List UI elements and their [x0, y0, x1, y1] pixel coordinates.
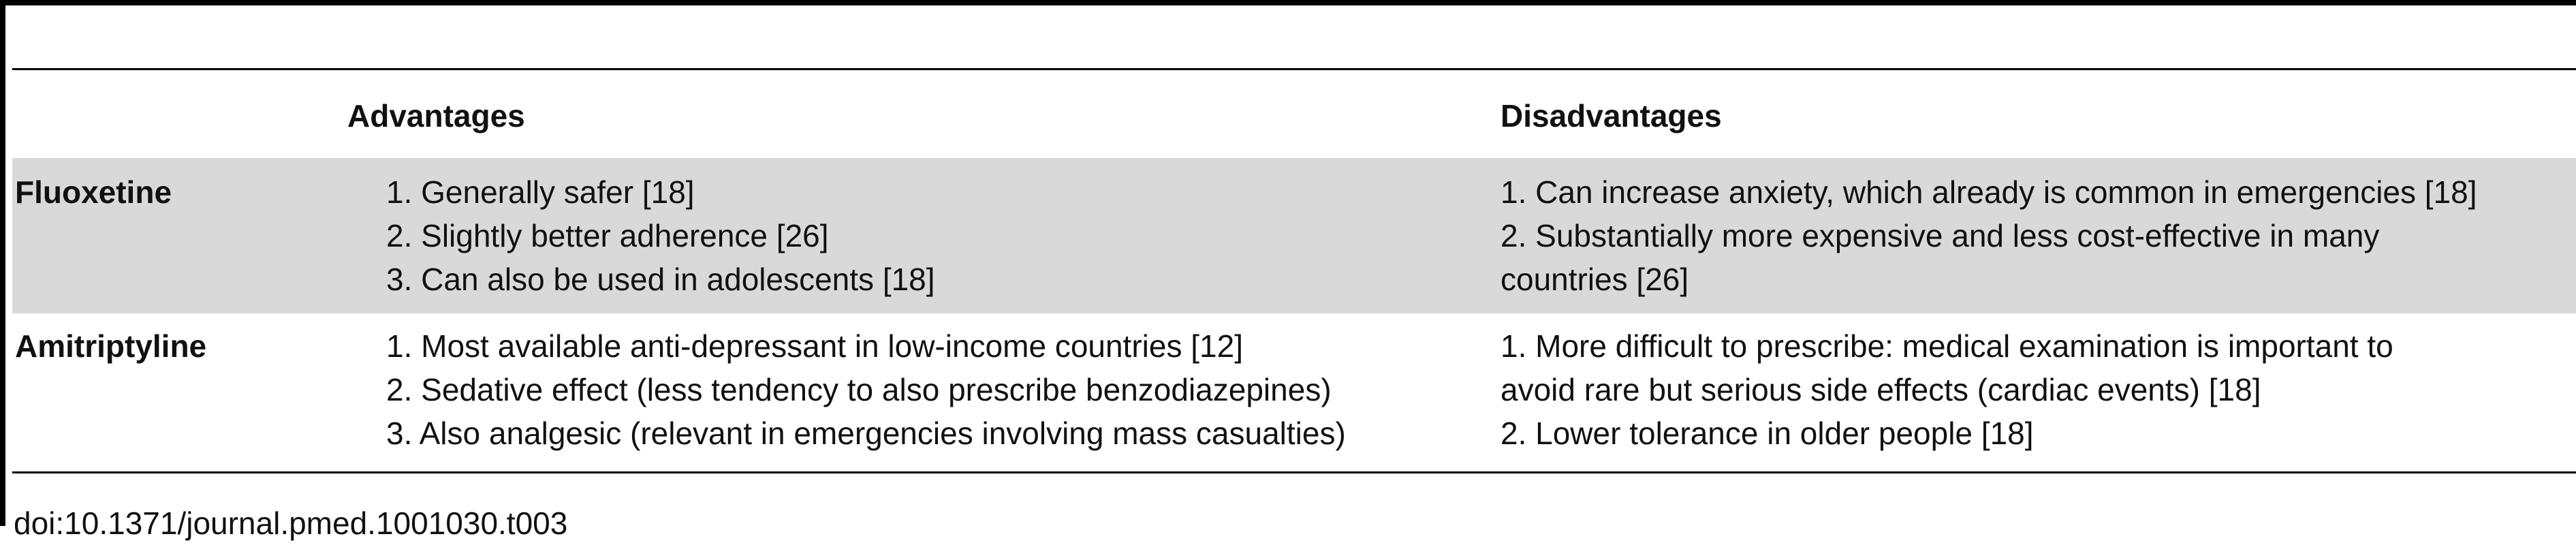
header-advantages: Advantages — [347, 98, 525, 134]
row-drug-fluoxetine: Fluoxetine — [15, 174, 172, 210]
list-item: 2. Lower tolerance in older people [18] — [1501, 416, 2034, 451]
row-disadvantages-amitriptyline — [1501, 324, 2393, 455]
table-bottom-rule — [12, 471, 2576, 473]
top-rule — [0, 0, 2576, 5]
list-item: 2. Slightly better adherence [26] — [386, 218, 829, 253]
list-item: 2. Sedative effect (less tendency to also prescribe benzodiazepines) — [386, 372, 1332, 407]
list-item: countries [26] — [1501, 262, 1689, 297]
list-item: 1. Can increase anxiety, which already is common in emergencies [18] — [1501, 174, 2477, 210]
list-item: 1. Most available anti-depressant in low-income countries [12] — [386, 328, 1243, 364]
list-item: 3. Can also be used in adolescents [18] — [386, 262, 935, 297]
doi-footer: doi:10.1371/journal.pmed.1001030.t003 — [14, 505, 568, 541]
list-item: 1. More difficult to prescribe: medical examination is important to — [1501, 328, 2393, 364]
row-disadvantages-fluoxetine — [1501, 170, 2477, 301]
header-top-rule — [12, 68, 2576, 70]
row-advantages-fluoxetine — [386, 170, 935, 301]
header-disadvantages: Disadvantages — [1501, 98, 1722, 134]
row-drug-amitriptyline: Amitriptyline — [15, 328, 207, 364]
list-item: 1. Generally safer [18] — [386, 174, 695, 210]
list-item: 2. Substantially more expensive and less cost-effective in many — [1501, 218, 2380, 253]
list-item: 3. Also analgesic (relevant in emergencies involving mass casualties) — [386, 416, 1346, 451]
list-item: avoid rare but serious side effects (cardiac events) [18] — [1501, 372, 2261, 407]
row-advantages-amitriptyline — [386, 324, 1346, 455]
left-border — [0, 0, 5, 526]
